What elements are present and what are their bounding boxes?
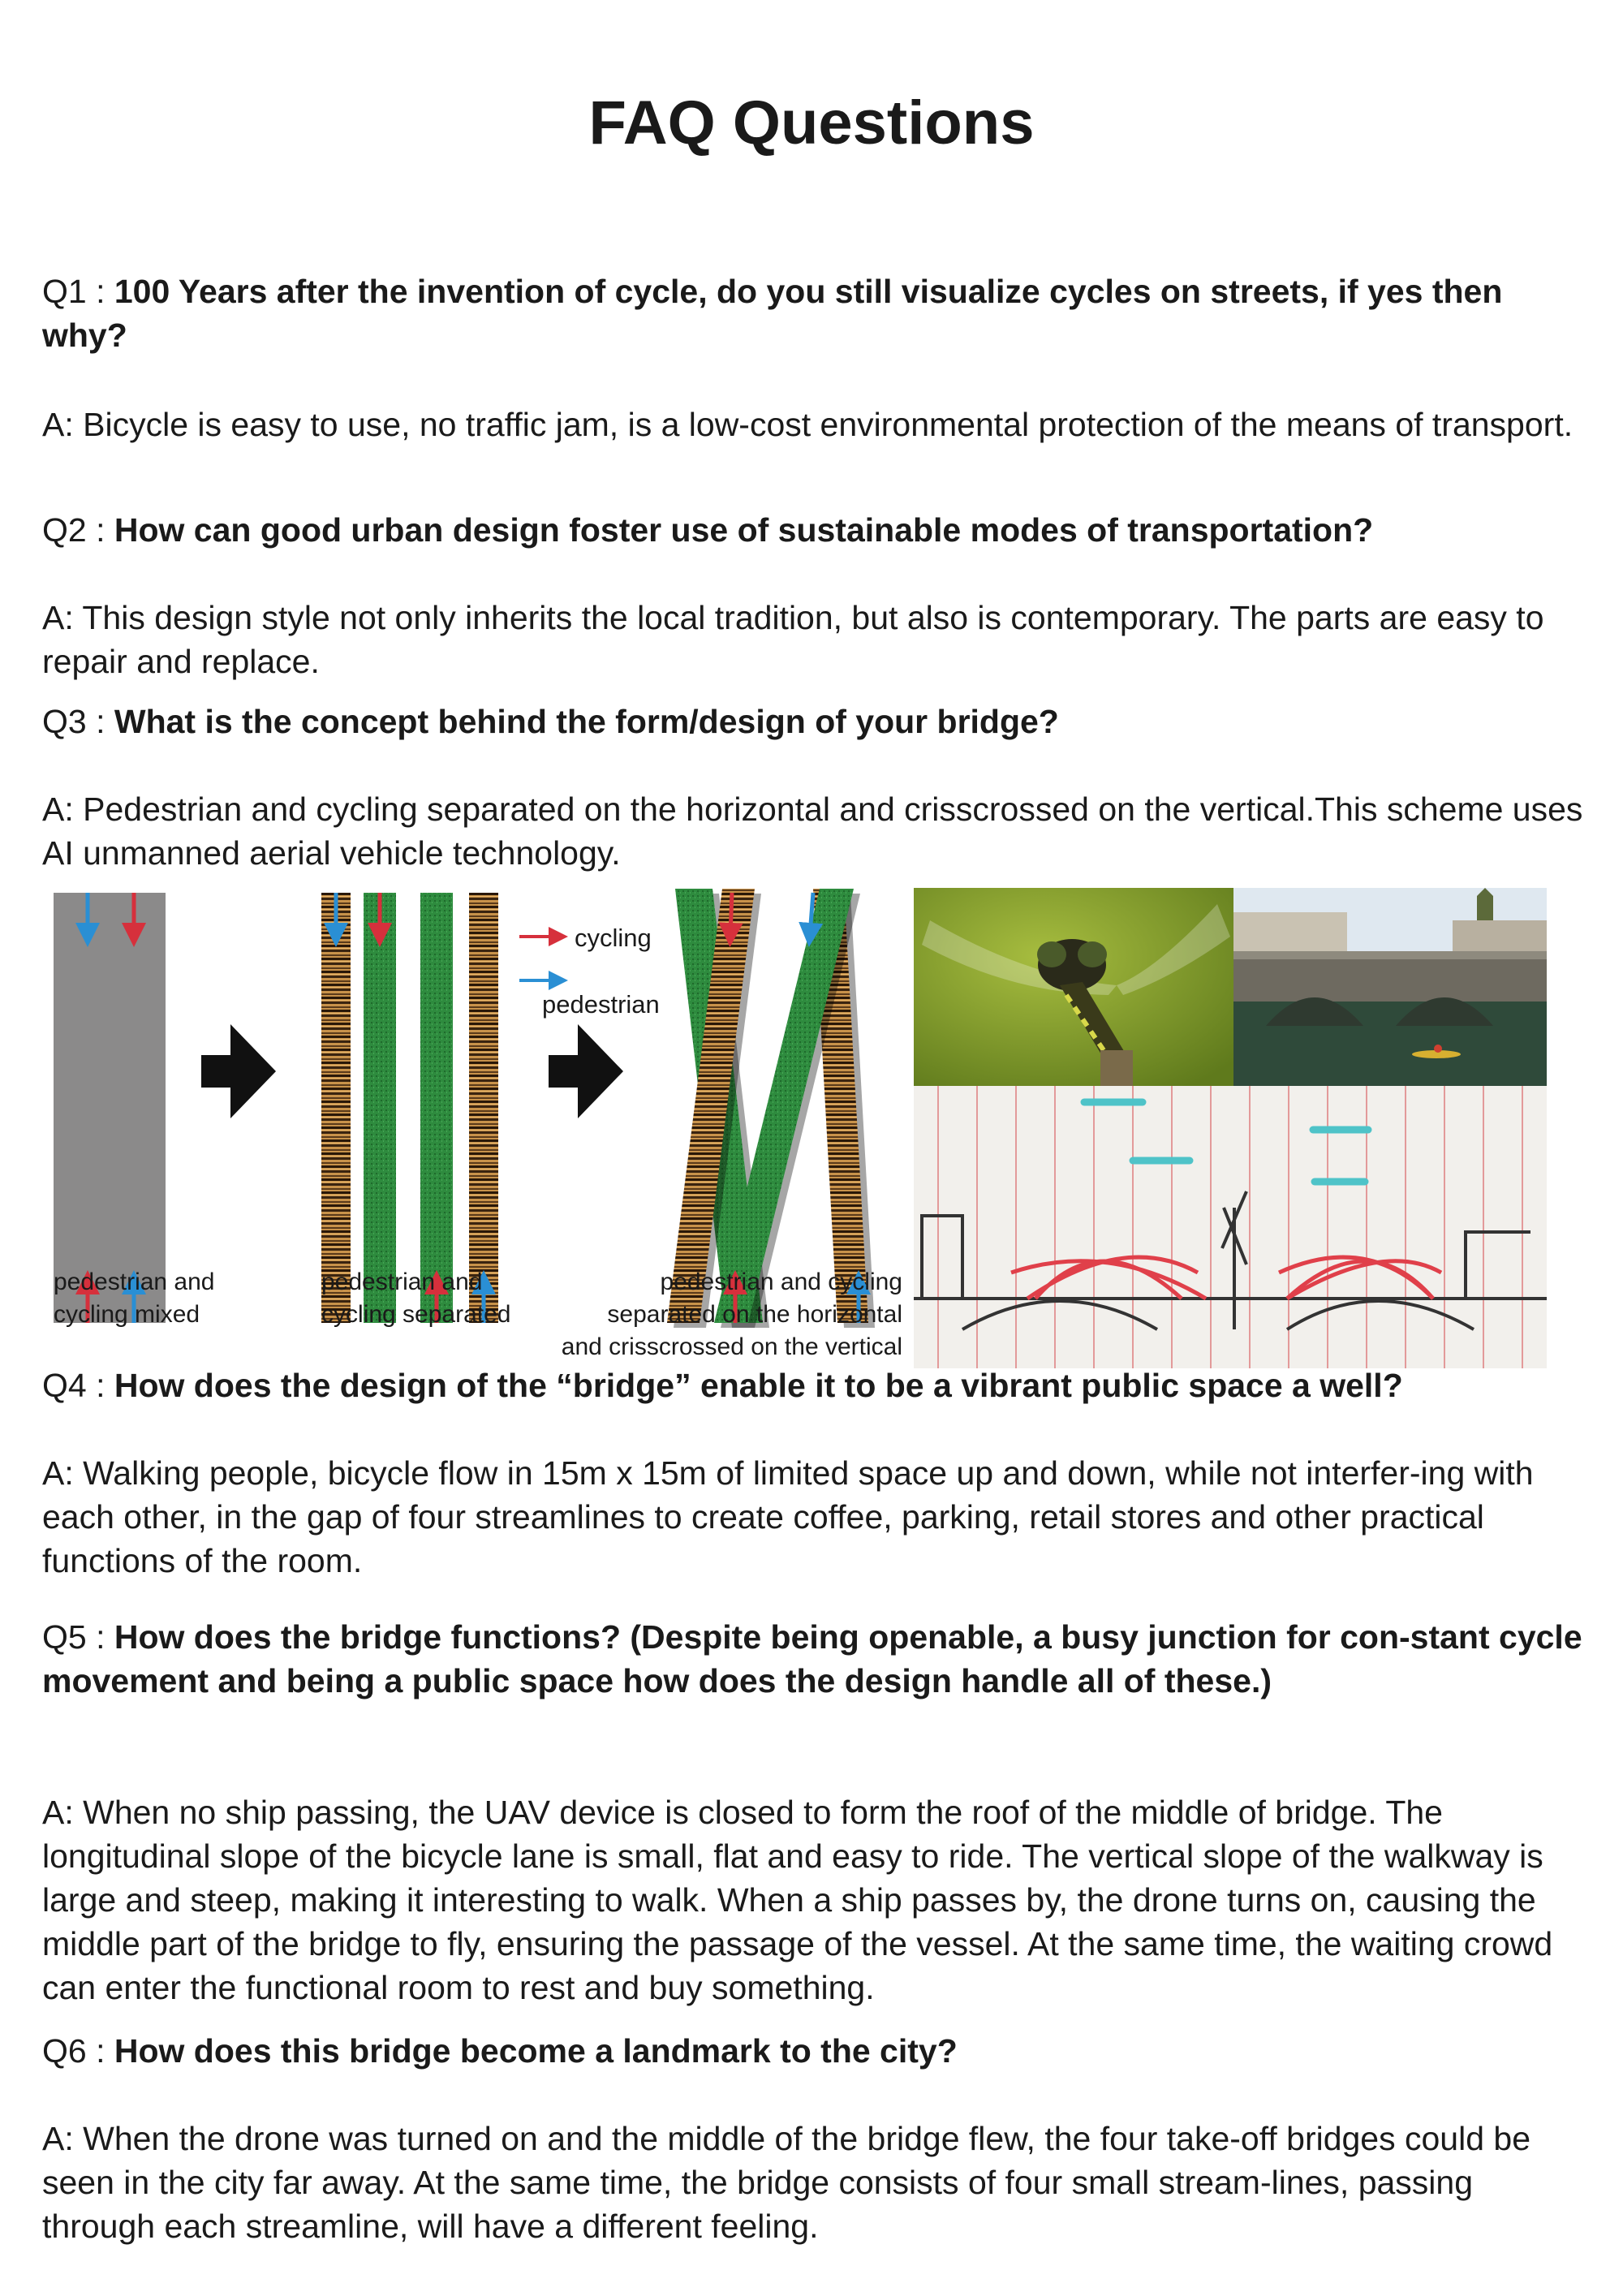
faq-question-3 [42, 700, 1584, 743]
faq-question-1 [42, 269, 1584, 357]
question-text: How does this bridge become a landmark to the city? [114, 2032, 958, 2070]
dragonfly-icon [914, 888, 1233, 1086]
question-text: How can good urban design foster use of sustainable modes of transportation? [114, 511, 1374, 549]
dragonfly-photo [914, 888, 1233, 1086]
caption-line: pedestrian and [54, 1269, 215, 1295]
caption-separated [321, 1266, 510, 1331]
green-lane [364, 893, 396, 1323]
cycling-arrow-icon [730, 893, 732, 935]
question-label: Q4 : [42, 1367, 114, 1404]
faq-answer-5: A: When no ship passing, the UAV device is closed to form the roof of the middle of bridge. The longitudinal slope of the bicycle lane is small, flat and easy to ride. The vertical slope of the walkway is large and steep, making it interesting to walk. When a ship passes by, the drone turns on, causing the middle part of the bridge to fly, ensuring the passage of the vessel. At the same time, the waiting crowd can enter the functional room to rest and buy something. [42, 1794, 1553, 2006]
right-arrow-icon [549, 1024, 623, 1118]
faq-question-6 [42, 2029, 1584, 2073]
caption-line: cycling separated [321, 1301, 511, 1328]
page-title: FAQ Questions [588, 88, 1035, 157]
question-label: Q1 : [42, 273, 114, 310]
green-lane [420, 893, 453, 1323]
faq-answer-4: A: Walking people, bicycle flow in 15m x 15m of limited space up and down, while not interfer-ing with each other, in the gap of four streamlines to create coffee, parking, retail stores and other practical functions of the room. [42, 1454, 1534, 1579]
drone-marks [1084, 1102, 1368, 1182]
faq-answer-1: A: Bicycle is easy to use, no traffic jam, is a low-cost environmental protection of the means of transport. [42, 406, 1573, 443]
bridge-photo [1233, 888, 1547, 1086]
faq-question-5 [42, 1615, 1584, 1703]
crisscross-lanes [667, 889, 875, 1328]
question-label: Q2 : [42, 511, 114, 549]
question-label: Q6 : [42, 2032, 114, 2070]
caption-line: separated on the horizontal [607, 1301, 902, 1328]
red-crisscross [1011, 1257, 1441, 1299]
caption-line: cycling mixed [54, 1301, 200, 1328]
question-label: Q5 : [42, 1618, 114, 1656]
faq-question-4 [42, 1363, 1584, 1407]
question-text: How does the bridge functions? (Despite being openable, a busy junction for con-stant cycle movement and being a public space how does the design handle all of these.) [42, 1618, 1582, 1699]
caption-line: and crisscrossed on the vertical [561, 1333, 902, 1360]
caption-line: pedestrian and [321, 1269, 483, 1295]
wood-lane [469, 893, 498, 1323]
legend-cycling: cycling [575, 924, 652, 952]
question-text: How does the design of the “bridge” enable it to be a vibrant public space a well? [114, 1367, 1403, 1404]
caption-mixed [54, 1266, 215, 1331]
mixed-lane [54, 893, 166, 1323]
sketch-icon [914, 1086, 1547, 1368]
question-label: Q3 : [42, 703, 114, 740]
faq-question-2 [42, 508, 1584, 552]
bridge-outline [914, 1191, 1547, 1329]
question-text: What is the concept behind the form/design of your bridge? [114, 703, 1059, 740]
sketch-photo [914, 1086, 1547, 1368]
right-arrow-icon [201, 1024, 276, 1118]
legend-pedestrian: pedestrian [542, 990, 660, 1019]
wood-lane [321, 893, 351, 1323]
stone-bridge-icon [1233, 888, 1547, 1086]
faq-answer-3: A: Pedestrian and cycling separated on the horizontal and crisscrossed on the vertical.This scheme uses AI unmanned aerial vehicle technology. [42, 790, 1583, 872]
caption-line: pedestrian and cycling [660, 1269, 902, 1295]
faq-answer-2: A: This design style not only inherits the local tradition, but also is contemporary. The parts are easy to repair and replace. [42, 599, 1544, 680]
faq-answer-6: A: When the drone was turned on and the middle of the bridge flew, the four take-off bridges could be seen in the city far away. At the same time, the bridge consists of four small stream-lines, passing through each streamline, will have a different feeling. [42, 2120, 1531, 2245]
caption-crisscross [552, 1266, 902, 1363]
question-text: 100 Years after the invention of cycle, do you still visualize cycles on streets, if yes then why? [42, 273, 1503, 354]
